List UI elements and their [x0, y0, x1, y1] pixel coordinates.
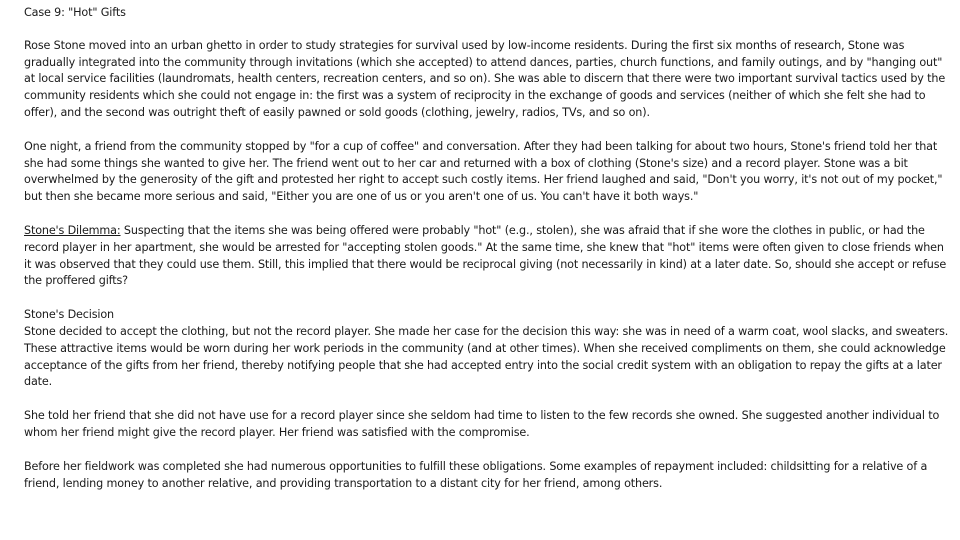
paragraph-record-player: She told her friend that she did not have use for a record player since she seldom had time to listen to the few records she owned. She suggested another individual to whom her friend might give the record player. Her friend was satisfied with the compromise.: [24, 409, 940, 439]
dilemma-text: Suspecting that the items she was being offered were probably "hot" (e.g., stolen), she was afraid that if she wore the clothes in public, or had the record player in her apartment, she would be arrested for "accepting stolen goods." At the same time, she knew that "hot" items were often given to close friends when it was observed that they could use them. Still, this implied that there would be reciprocal giving (not necessarily in kind) at a later date. So, should she accept or refuse the proffered gifts?: [24, 223, 947, 288]
paragraph-repayment: Before her fieldwork was completed she had numerous opportunities to fulfill these obligations. Some examples of repayment included: childsitting for a relative of a friend, lending money to another relative, and providing transportation to a distant city for her friend, among others.: [24, 459, 928, 490]
decision-heading: Stone's Decision: [24, 308, 114, 322]
paragraph-dilemma: [24, 223, 952, 290]
document-page: [24, 5, 952, 509]
document-title: Case 9: "Hot" Gifts: [24, 6, 126, 19]
paragraph-gift: One night, a friend from the community stopped by "for a cup of coffee" and conversation. After they had been talking for about two hours, Stone's friend told her that she had some things she wanted to give her. The friend went out to her car and returned with a box of clothing (Stone's size) and a record player. Stone was a bit overwhelmed by the generosity of the gift and protested her right to accept such costly items. Her friend laughed and said, "Don't you worry, it's not out of my pocket," but then she became more serious and said, "Either you are one of us or you aren't one of us. You can't have it both ways.": [24, 139, 943, 204]
dilemma-label: Stone's Dilemma:: [24, 223, 121, 237]
paragraph-decision: [24, 307, 952, 391]
decision-text: Stone decided to accept the clothing, but not the record player. She made her case for the decision this way: she was in need of a warm coat, wool slacks, and sweaters. These attractive items would be worn during her work periods in the community (and at other times). When she received compliments on them, she could acknowledge acceptance of the gifts from her friend, thereby notifying people that she had accepted entry into the social credit system with an obligation to repay the gifts at a later date.: [24, 324, 949, 389]
paragraph-intro: Rose Stone moved into an urban ghetto in order to study strategies for survival used by low-income residents. During the first six months of research, Stone was gradually integrated into the community through invitations (which she accepted) to attend dances, parties, church functions, and family outings, and by "hanging out" at local service facilities (laundromats, health centers, recreation centers, and so on). She was able to discern that there were two important survival tactics used by the community residents which she could not engage in: the first was a system of reciprocity in the exchange of goods and services (neither of which she felt she had to offer), and the second was outright theft of easily pawned or sold goods (clothing, jewelry, radios, TVs, and so on).: [24, 38, 946, 119]
